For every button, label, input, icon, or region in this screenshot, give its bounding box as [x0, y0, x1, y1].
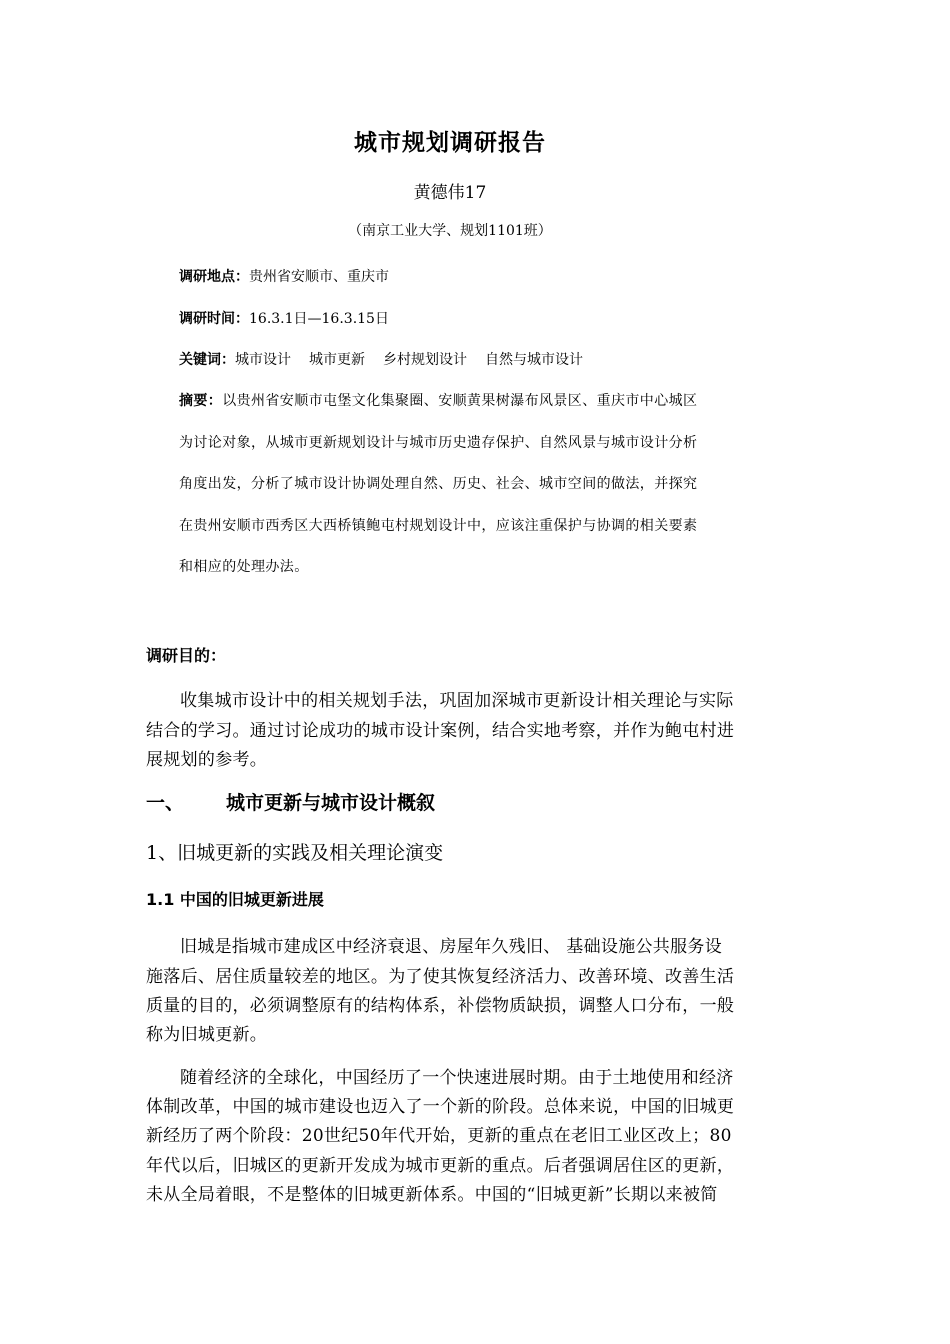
- paragraph-line: 未从全局着眼，不是整体的旧城更新体系。中国的“旧城更新”长期以来被简: [146, 1185, 718, 1205]
- purpose-line: 展规划的参考。: [146, 750, 268, 770]
- paragraph-line: 质量的目的，必须调整原有的结构体系，补偿物质缺损，调整人口分布，一般: [146, 996, 735, 1016]
- abstract-line: [179, 390, 799, 410]
- purpose-line: 结合的学习。通过讨论成功的城市设计案例，结合实地考察，并作为鲍屯村进: [146, 721, 735, 741]
- keyword: 乡村规划设计: [383, 352, 467, 368]
- keyword: 自然与城市设计: [485, 352, 583, 368]
- abstract-line: 为讨论对象，从城市更新规划设计与城市历史遗存保护、自然风景与城市设计分析: [179, 435, 698, 451]
- report-title: 城市规划调研报告: [354, 130, 546, 156]
- subsection-heading: 1、旧城更新的实践及相关理论演变: [146, 842, 444, 864]
- paragraph-line: 年代以后，旧城区的更新开发成为城市更新的重点。后者强调居住区的更新，: [146, 1156, 735, 1176]
- purpose-line: 收集城市设计中的相关规划手法，巩固加深城市更新设计相关理论与实际: [180, 691, 734, 711]
- paragraph-line: 施落后、居住质量较差的地区。为了使其恢复经济活力、改善环境、改善生活: [146, 967, 735, 987]
- paragraph-line: 随着经济的全球化，中国经历了一个快速进展时期。由于土地使用和经济: [180, 1068, 734, 1088]
- author: 黄德伟17: [413, 183, 487, 203]
- survey-location-value: 贵州省安顺市、重庆市: [249, 269, 389, 285]
- affiliation: （南京工业大学、规划1101班）: [348, 223, 552, 239]
- section-heading: [146, 788, 435, 815]
- keyword: 城市设计: [235, 352, 291, 368]
- paragraph-line: 体制改革，中国的城市建设也迈入了一个新的阶段。总体来说，中国的旧城更: [146, 1097, 735, 1117]
- survey-location: [179, 266, 819, 286]
- purpose-heading: 调研目的：: [146, 646, 227, 665]
- keyword: 城市更新: [309, 352, 365, 368]
- paragraph-line: 称为旧城更新。: [146, 1025, 268, 1045]
- survey-time-value: 16.3.1日—16.3.15日: [249, 311, 389, 327]
- keywords-label: 关键词：: [179, 352, 235, 368]
- survey-time-label: 调研时间：: [179, 311, 249, 327]
- keywords: [179, 349, 819, 369]
- abstract-line: 角度出发，分析了城市设计协调处理自然、历史、社会、城市空间的做法，并探究: [179, 476, 698, 492]
- paragraph-line: 新经历了两个阶段：20世纪50年代开始，更新的重点在老旧工业区改上；80: [146, 1126, 732, 1146]
- survey-location-label: 调研地点：: [179, 269, 249, 285]
- subsubsection-heading: 1.1 中国的旧城更新进展: [146, 890, 324, 909]
- abstract-label: 摘要：: [179, 393, 223, 409]
- survey-time: [179, 308, 819, 328]
- abstract-text: 以贵州省安顺市屯堡文化集聚圈、安顺黄果树瀑布风景区、重庆市中心城区: [222, 393, 698, 409]
- section-title: 城市更新与城市设计概叙: [226, 792, 436, 814]
- paragraph-line: 旧城是指城市建成区中经济衰退、房屋年久残旧、 基础设施公共服务设: [180, 937, 723, 957]
- abstract-line: 在贵州安顺市西秀区大西桥镇鲍屯村规划设计中，应该注重保护与协调的相关要素: [179, 518, 698, 534]
- abstract-line: 和相应的处理办法。: [179, 559, 309, 575]
- section-number: 一、: [146, 792, 185, 814]
